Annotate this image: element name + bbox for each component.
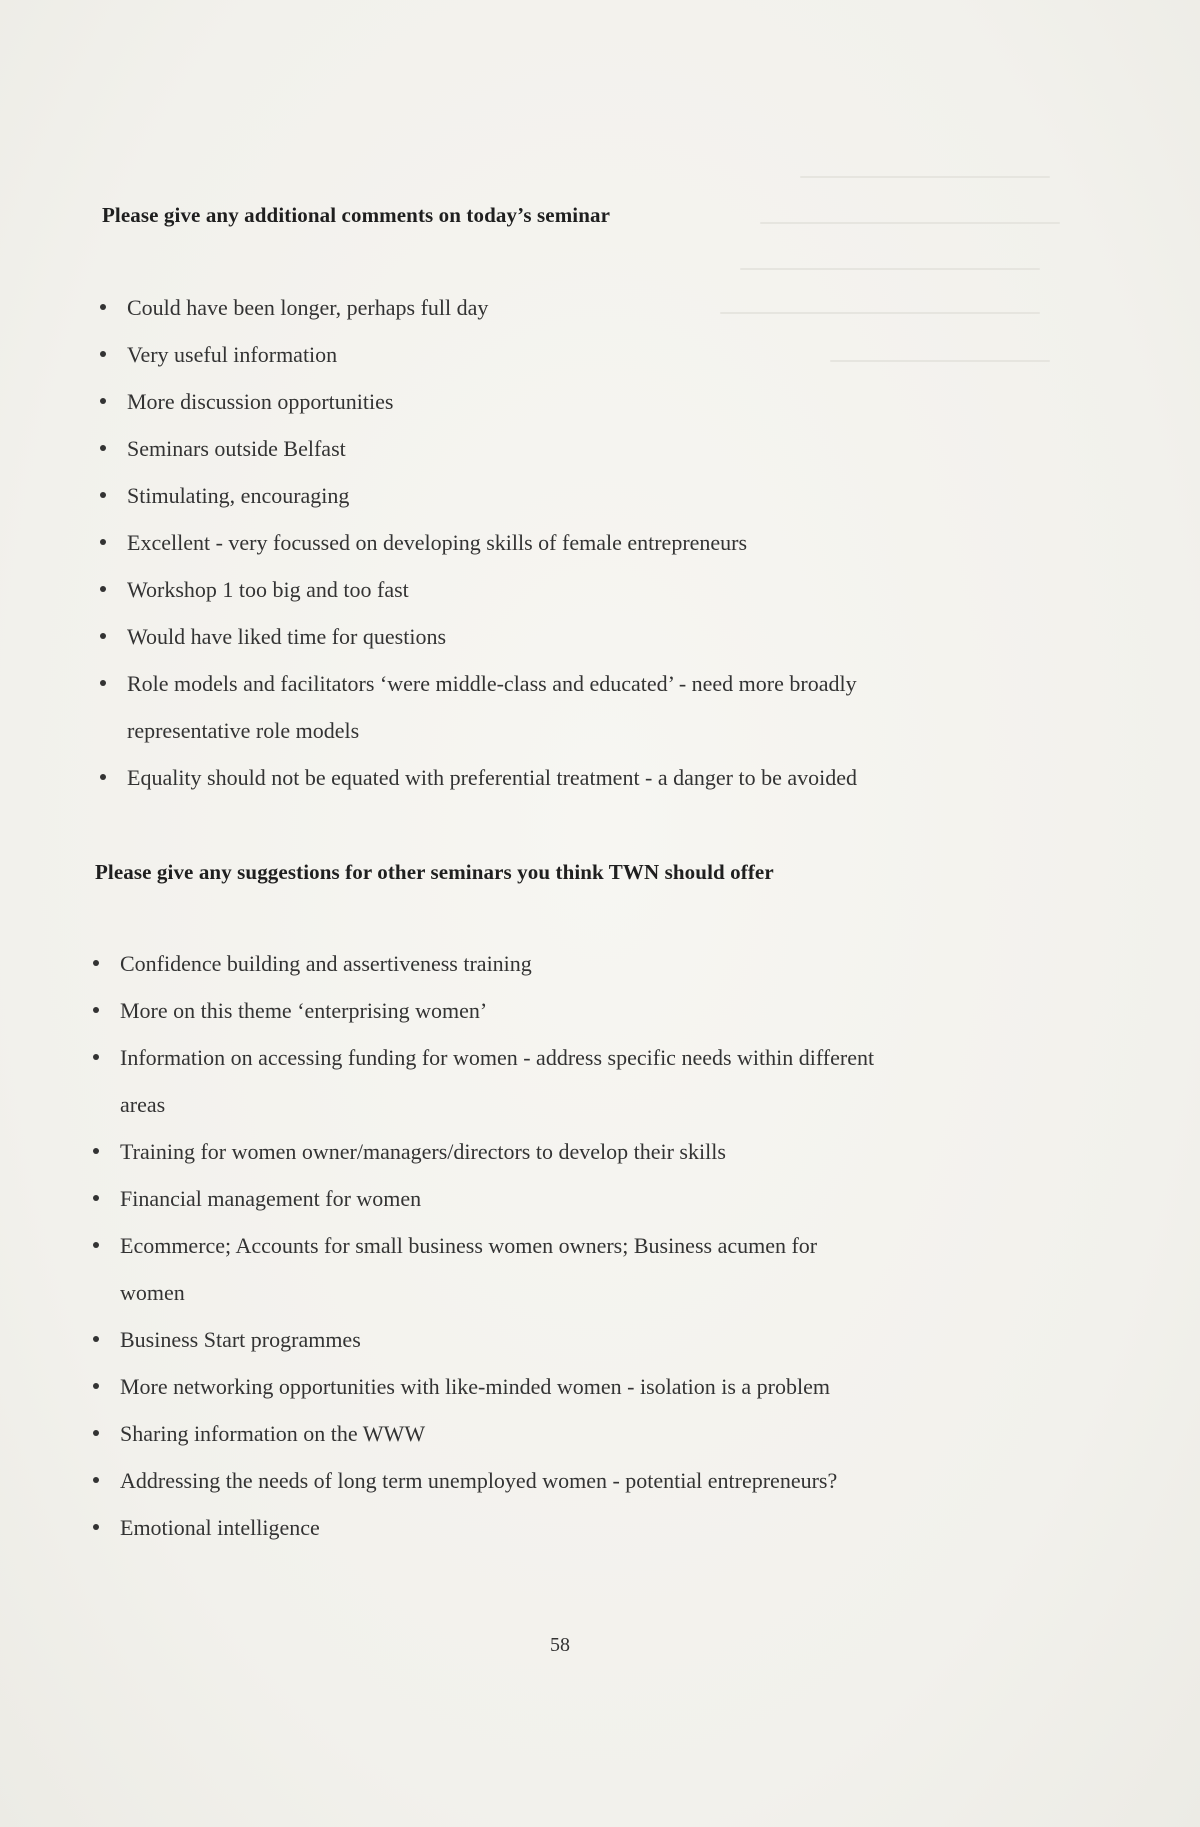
list-item-text: Excellent - very focussed on developing skills of female entrepreneurs [127,530,748,555]
list-item [97,425,857,472]
list-item-text: More networking opportunities with like-minded women - isolation is a problem [120,1374,830,1399]
list-item [90,1128,874,1175]
list-item-text: Stimulating, encouraging [127,483,350,508]
list-item-text: Emotional intelligence [120,1515,320,1540]
list-item [90,1363,874,1410]
list-item [90,1504,874,1551]
list-item [90,1034,874,1128]
list-item [97,566,857,613]
list-item [97,754,857,801]
list-item [90,940,874,987]
list-item [97,378,857,425]
show-through-mark [800,176,1050,178]
list-item-text: Ecommerce; Accounts for small business women owners; Business acumen for [120,1233,818,1258]
list-item [90,1222,874,1316]
list-item-text: Sharing information on the WWW [120,1421,426,1446]
list-item [97,613,857,660]
list-item-text: Confidence building and assertiveness training [120,951,532,976]
list-item-text: Information on accessing funding for women - address specific needs within different [120,1045,875,1070]
section-heading-suggestions: Please give any suggestions for other seminars you think TWN should offer [95,860,774,884]
list-item-text-continued: representative role models [127,718,360,743]
list-item-text: Equality should not be equated with preferential treatment - a danger to be avoided [127,765,858,790]
comments-list [97,284,857,801]
list-item [90,1457,874,1504]
section-heading-comments: Please give any additional comments on today’s seminar [102,203,611,227]
list-item-text: Would have liked time for questions [127,624,446,649]
list-item-text: Very useful information [127,342,338,367]
list-item-text: Workshop 1 too big and too fast [127,577,409,602]
list-item-text: Role models and facilitators ‘were middle-class and educated’ - need more broadly [127,671,857,696]
list-item [90,987,874,1034]
show-through-mark [760,222,1060,224]
list-item [97,331,857,378]
list-item-text: Could have been longer, perhaps full day [127,295,489,320]
page-number: 58 [550,1634,570,1656]
list-item [90,1175,874,1222]
list-item-text: Financial management for women [120,1186,422,1211]
list-item-text: More discussion opportunities [127,389,394,414]
list-item [90,1316,874,1363]
list-item-text: Addressing the needs of long term unemployed women - potential entrepreneurs? [120,1468,838,1493]
list-item [97,472,857,519]
list-item-text: Training for women owner/managers/directors to develop their skills [120,1139,726,1164]
show-through-mark [830,360,1050,362]
suggestions-list [90,940,874,1551]
list-item-text: More on this theme ‘enterprising women’ [120,998,488,1023]
list-item [97,660,857,754]
list-item [97,284,857,331]
show-through-mark [740,268,1040,270]
list-item [97,519,857,566]
list-item-text-continued: women [120,1280,185,1305]
list-item-text: Business Start programmes [120,1327,361,1352]
list-item [90,1410,874,1457]
list-item-text-continued: areas [120,1092,166,1117]
list-item-text: Seminars outside Belfast [127,436,346,461]
